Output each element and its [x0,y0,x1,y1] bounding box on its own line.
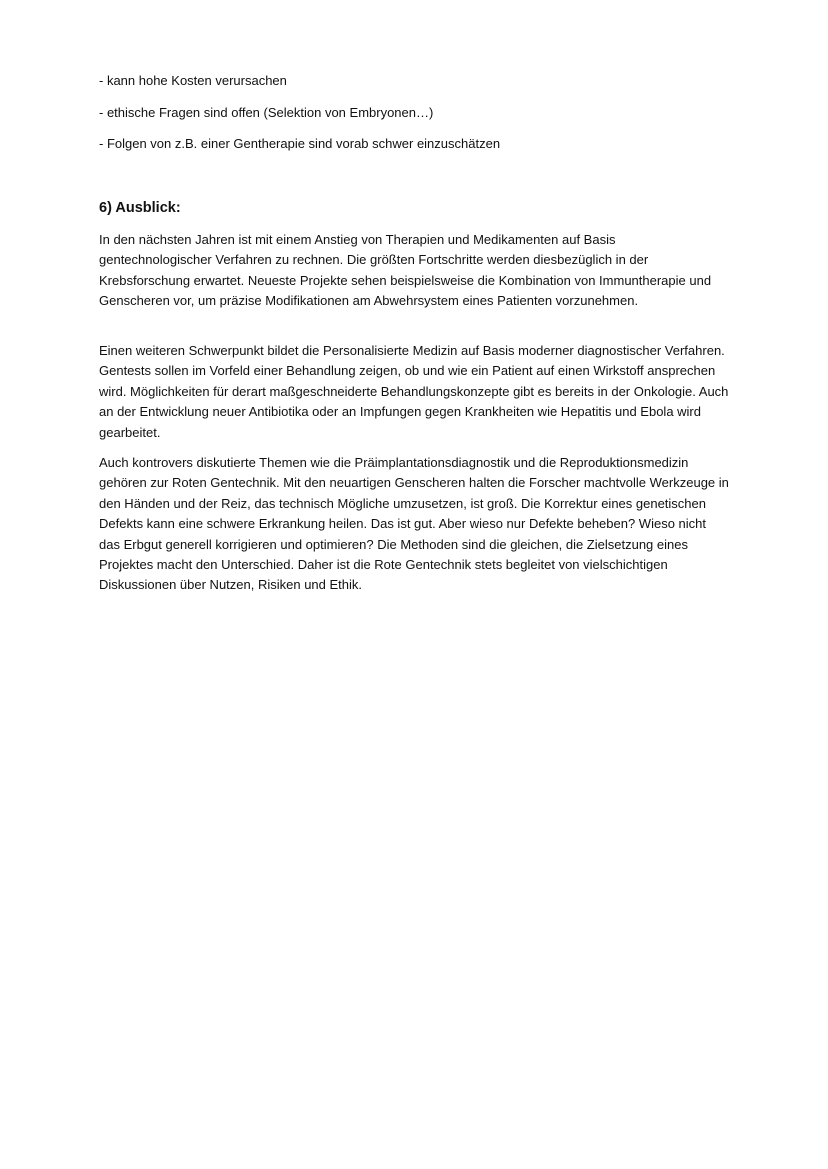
paragraph-controversial-topics: Auch kontrovers diskutierte Themen wie die Präimplantationsdiagnostik und die Reproduktionsmedizin gehören zur Roten Gentechnik. Mit den neuartigen Genscheren halten die Forscher machtvolle Werkzeuge in den Händen und der Reiz, das technisch Mögliche umzusetzen, ist groß. Die Korrektur eines genetischen Defekts kann eine schwere Erkrankung heilen. Das ist gut. Aber wieso nur Defekte beheben? Wieso nicht das Erbgut generell korrigieren und optimieren? Die Methoden sind die gleichen, die Zielsetzung eines Projektes macht den Unterschied. Daher ist die Rote Gentechnik stets begleitet von vielschichtigen Diskussionen über Nutzen, Risiken und Ethik. [99,455,729,593]
paragraph-outlook: In den nächsten Jahren ist mit einem Anstieg von Therapien und Medikamenten auf Basis gentechnologischer Verfahren zu rechnen. Die größten Fortschritte werden diesbezüglich in der Krebsforschung erwartet. Neueste Projekte sehen beispielsweise die Kombination von Immuntherapie und Genscheren vor, um präzise Modifikationen am Abwehrsystem eines Patienten vorzunehmen. [99,232,712,309]
bullet-item-costs: - kann hohe Kosten verursachen [99,73,287,88]
bullet-item-consequences: - Folgen von z.B. einer Gentherapie sind vorab schwer einzuschätzen [99,136,501,151]
bullet-item-ethics: - ethische Fragen sind offen (Selektion von Embryonen…) [99,105,434,120]
section-heading: 6) Ausblick: [99,200,181,216]
paragraph-personalized-medicine: Einen weiteren Schwerpunkt bildet die Personalisierte Medizin auf Basis moderner diagnostischer Verfahren. Gentests sollen im Vorfeld einer Behandlung zeigen, ob und wie ein Patient auf einen Wirkstoff ansprechen wird. Möglichkeiten für derart maßgeschneiderte Behandlungskonzepte gibt es bereits in der Onkologie. Auch an der Entwicklung neuer Antibiotika oder an Impfungen gegen Krankheiten wie Hepatitis und Ebola wird gearbeitet. [99,343,729,440]
